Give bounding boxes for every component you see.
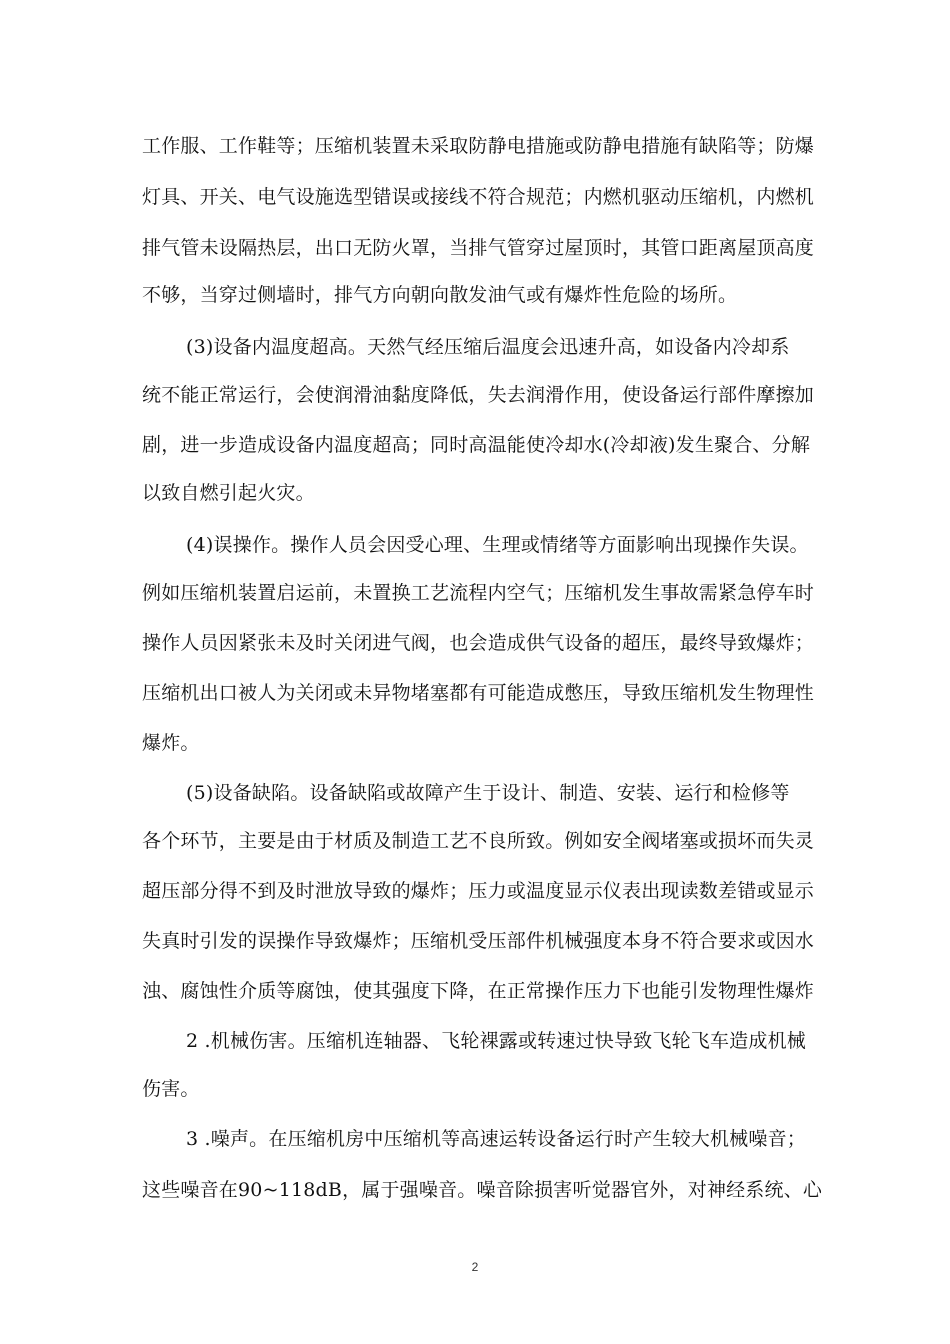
paragraph-start: (3)设备内温度超高。天然气经压缩后温度会迅速升高，如设备内冷却系 [186,336,790,358]
text-line: 这些噪音在90~118dB，属于强噪音。噪音除损害听觉器官外，对神经系统、心 [142,1179,823,1201]
paragraph-start: (5)设备缺陷。设备缺陷或故障产生于设计、制造、安装、运行和检修等 [186,782,790,804]
text-line: 爆炸。 [142,732,200,754]
paragraph-start: 3 .噪声。在压缩机房中压缩机等高速运转设备运行时产生较大机械噪音； [186,1128,806,1150]
text-line: 工作服、工作鞋等；压缩机装置未采取防静电措施或防静电措施有缺陷等；防爆 [142,135,815,157]
text-line: 剧，进一步造成设备内温度超高；同时高温能使冷却水(冷却液)发生聚合、分解 [142,434,811,456]
text-line: 超压部分得不到及时泄放导致的爆炸；压力或温度显示仪表出现读数差错或显示 [142,880,815,902]
text-line: 不够，当穿过侧墙时，排气方向朝向散发油气或有爆炸性危险的场所。 [142,284,738,306]
page-number: 2 [471,1260,479,1274]
text-line: 失真时引发的误操作导致爆炸；压缩机受压部件机械强度本身不符合要求或因水 [142,930,815,952]
paragraph-start: (4)误操作。操作人员会因受心理、生理或情绪等方面影响出现操作失误。 [186,534,809,556]
text-line: 浊、腐蚀性介质等腐蚀，使其强度下降，在正常操作压力下也能引发物理性爆炸 [142,980,815,1002]
text-line: 例如压缩机装置启运前，未置换工艺流程内空气；压缩机发生事故需紧急停车时 [142,582,815,604]
text-line: 伤害。 [142,1078,200,1100]
text-line: 以致自燃引起火灾。 [142,482,315,504]
paragraph-start: 2 .机械伤害。压缩机连轴器、飞轮裸露或转速过快导致飞轮飞车造成机械 [186,1030,806,1052]
text-line: 灯具、开关、电气设施选型错误或接线不符合规范；内燃机驱动压缩机，内燃机 [142,186,815,208]
text-line: 统不能正常运行，会使润滑油黏度降低，失去润滑作用，使设备运行部件摩擦加 [142,384,815,406]
text-line: 操作人员因紧张未及时关闭进气阀，也会造成供气设备的超压，最终导致爆炸； [142,632,815,654]
text-line: 压缩机出口被人为关闭或未异物堵塞都有可能造成憋压，导致压缩机发生物理性 [142,682,815,704]
text-line: 各个环节，主要是由于材质及制造工艺不良所致。例如安全阀堵塞或损坏而失灵 [142,830,815,852]
text-line: 排气管未设隔热层，出口无防火罩，当排气管穿过屋顶时，其管口距离屋顶高度 [142,237,815,259]
